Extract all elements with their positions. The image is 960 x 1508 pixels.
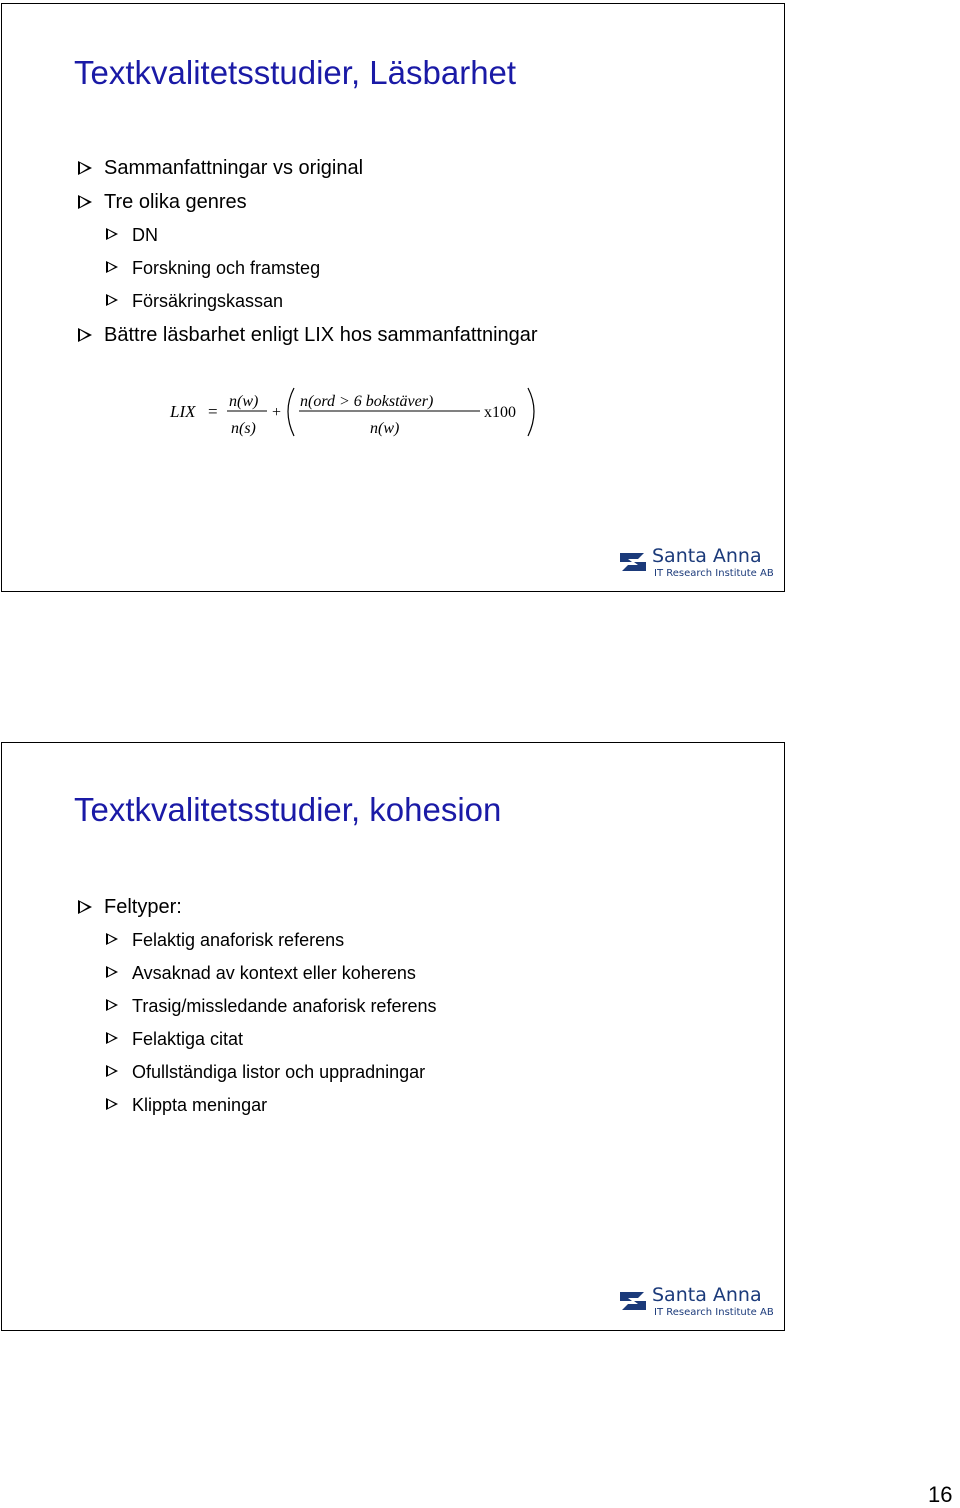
bullet-text: Försäkringskassan (132, 291, 284, 311)
arrow-bullet-icon (106, 294, 118, 306)
list-item (76, 895, 436, 929)
right-paren-icon (528, 388, 534, 436)
arrow-bullet-icon (106, 1032, 118, 1044)
santa-anna-logo-icon (618, 1288, 648, 1314)
bullet-text: Tre olika genres (104, 191, 247, 213)
list-item (76, 156, 538, 190)
slide-2 (1, 742, 785, 1331)
fraction-2-denominator: n(w) (370, 420, 400, 437)
logo-subtitle: IT Research Institute AB (654, 1307, 774, 1318)
formula-lhs: LIX (170, 402, 196, 421)
fraction-1-numerator: n(w) (229, 393, 259, 410)
slide-1 (1, 3, 785, 592)
arrow-bullet-icon (106, 1065, 118, 1077)
arrow-bullet-icon (106, 999, 118, 1011)
arrow-bullet-icon (106, 1098, 118, 1110)
bullet-text: Felaktiga citat (132, 1029, 244, 1049)
arrow-bullet-icon (78, 328, 92, 342)
formula-multiplier: x100 (484, 404, 516, 421)
santa-anna-logo (600, 537, 784, 587)
bullet-text: Forskning och framsteg (132, 258, 321, 278)
list-item (76, 323, 538, 357)
arrow-bullet-icon (106, 966, 118, 978)
bullet-text: Feltyper: (104, 896, 182, 918)
bullet-text: Sammanfattningar vs original (104, 157, 364, 179)
santa-anna-logo-icon (618, 549, 648, 575)
arrow-bullet-icon (106, 933, 118, 945)
logo-subtitle: IT Research Institute AB (654, 568, 774, 579)
list-item (76, 190, 538, 224)
slide-title: Textkvalitetsstudier, kohesion (74, 791, 502, 828)
list-item (76, 962, 436, 995)
arrow-bullet-icon (106, 228, 118, 240)
bullet-text: Avsaknad av kontext eller koherens (132, 963, 416, 983)
logo-name: Santa Anna (652, 545, 762, 567)
logo-name: Santa Anna (652, 1284, 762, 1306)
fraction-2-numerator: n(ord > 6 bokstäver) (300, 393, 434, 410)
list-item (76, 1094, 436, 1127)
list-item (76, 290, 538, 323)
list-item (76, 224, 538, 257)
list-item (76, 1028, 436, 1061)
arrow-bullet-icon (106, 261, 118, 273)
bullet-list (76, 895, 436, 1127)
slide-title: Textkvalitetsstudier, Läsbarhet (74, 54, 517, 91)
list-item (76, 995, 436, 1028)
arrow-bullet-icon (78, 161, 92, 175)
bullet-text: Klippta meningar (132, 1095, 268, 1115)
list-item (76, 1061, 436, 1094)
bullet-text: Ofullständiga listor och uppradningar (132, 1062, 426, 1082)
arrow-bullet-icon (78, 900, 92, 914)
formula-plus: + (272, 404, 282, 421)
list-item (76, 257, 538, 290)
page-number: 16 (928, 1482, 953, 1507)
bullet-text: Bättre läsbarhet enligt LIX hos sammanfattningar (104, 324, 538, 346)
lix-formula (162, 380, 542, 440)
list-item (76, 929, 436, 962)
bullet-text: Felaktig anaforisk referens (132, 930, 345, 950)
left-paren-icon (288, 388, 294, 436)
arrow-bullet-icon (78, 195, 92, 209)
bullet-list (76, 156, 538, 357)
santa-anna-logo (600, 1276, 784, 1326)
bullet-text: Trasig/missledande anaforisk referens (132, 996, 437, 1016)
bullet-text: DN (132, 225, 158, 245)
fraction-1-denominator: n(s) (231, 420, 256, 437)
formula-equals: = (208, 402, 218, 421)
